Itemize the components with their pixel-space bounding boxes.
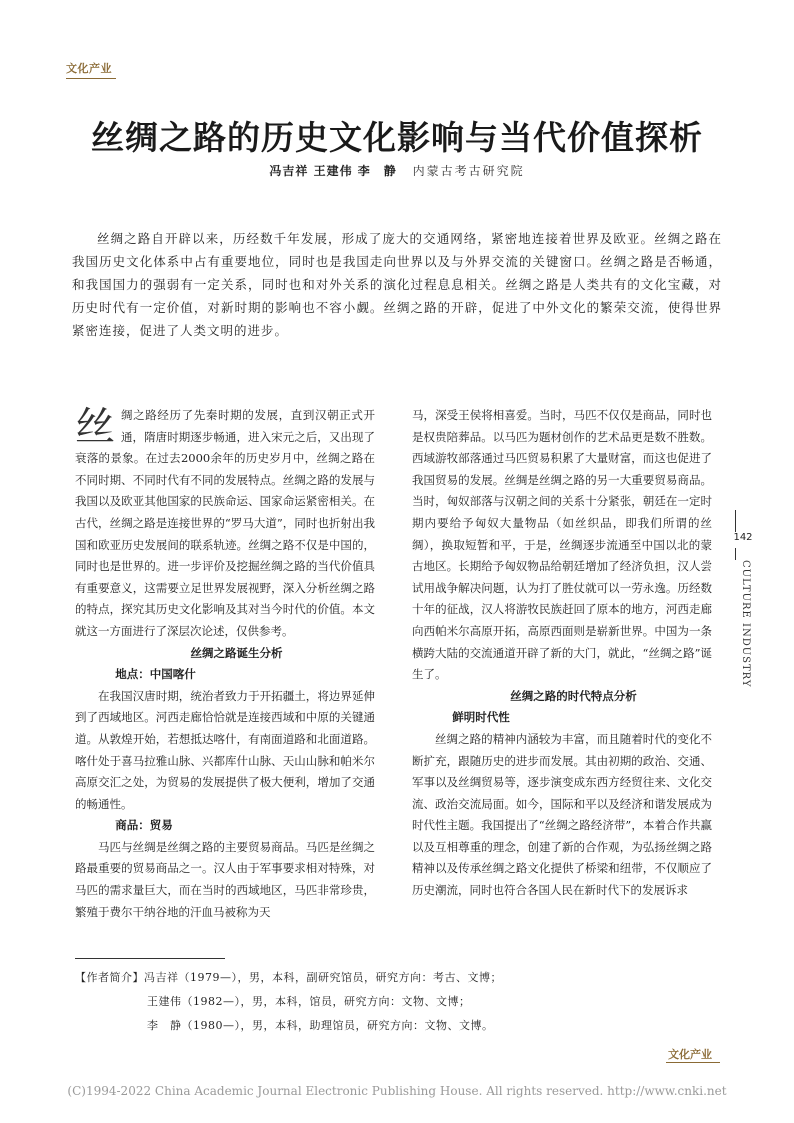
subheading-era: 鲜明时代性 <box>452 710 510 725</box>
article-title: 丝绸之路的历史文化影响与当代价值探析 <box>91 118 703 157</box>
subheading-location: 地点：中国喀什 <box>115 667 196 682</box>
journal-section-label: 文化产业 <box>66 62 112 75</box>
body-column-left <box>75 405 375 923</box>
author-institution: 内蒙古考古研究院 <box>412 164 525 178</box>
footnote-author-2: 王建伟（1982—），男，本科，馆员，研究方向：文物、文博； <box>147 995 471 1008</box>
intro-paragraph <box>75 405 375 643</box>
footnote-label: 【作者简介】 <box>75 971 144 984</box>
page-number: 142 <box>733 532 753 543</box>
author-footnote <box>75 966 725 1038</box>
abstract: 丝绸之路自开辟以来，历经数千年发展，形成了庞大的交通网络，紧密地连接着世界及欧亚。丝绸之路在我国历史文化体系中占有重要地位，同时也是我国走向世界以及与外界交流的关键窗口。丝绸之路是否畅通，和我国国力的强弱有一定关系，同时也和对外关系的演化过程息息相关。丝绸之路是人类共有的文化宝藏，对历史时代有一定价值，对新时期的影响也不容小觑。丝绸之路的开辟，促进了中外文化的繁荣交流，使得世界紧密连接，促进了人类文明的进步。 <box>72 231 722 338</box>
author-line <box>0 162 794 179</box>
paragraph-location: 在我国汉唐时期，统治者致力于开拓疆土，将边界延伸到了西域地区。河西走廊恰恰就是连接西域和中原的关键通道。从敦煌开始，若想抵达喀什，有南面道路和北面道路。喀什处于喜马拉雅山脉、兴都库什山脉、天山山脉和帕米尔高原交汇之处，为贸易的发展提供了极大便利，增加了交通的畅通性。 <box>75 688 375 811</box>
side-rule-bottom <box>735 548 736 560</box>
section-heading-features: 丝绸之路的时代特点分析 <box>510 688 637 703</box>
drop-cap: 丝 <box>75 404 115 450</box>
author-names: 冯吉祥 王建伟 李 静 <box>269 164 397 178</box>
footnote-author-1: 冯吉祥（1979—），男，本科，副研究馆员，研究方向：考古、文博； <box>144 971 502 984</box>
footer-divider <box>666 1062 720 1063</box>
side-rule-top <box>735 510 736 532</box>
footer-section-label: 文化产业 <box>668 1048 712 1061</box>
footnote-author-3: 李 静（1980—），男，本科，助理馆员，研究方向：文物、文博。 <box>147 1019 494 1032</box>
footnote-divider <box>75 958 225 959</box>
body-column-right <box>412 405 712 902</box>
copyright-notice: (C)1994-2022 China Academic Journal Electronic Publishing House. All rights reserved. http://www.cnki.net <box>67 1084 727 1098</box>
header-divider <box>66 78 116 79</box>
side-running-title: CULTURE INDUSTRY <box>740 560 751 688</box>
section-heading-origin: 丝绸之路诞生分析 <box>190 645 283 660</box>
paragraph-era: 丝绸之路的精神内涵较为丰富，而且随着时代的变化不断扩充，跟随历史的进步而发展。其由初期的政治、交通、军事以及丝绸贸易等，逐步演变成东西方经贸往来、文化交流、政治交流局面。如今，国际和平以及经济和谐发展成为时代性主题。我国提出了“丝绸之路经济带”，本着合作共赢以及互相尊重的理念，创建了新的合作观，为弘扬丝绸之路精神以及传承丝绸之路文化提供了桥梁和纽带，不仅顺应了历史潮流，同时也符合各国人民在新时代下的发展诉求 <box>412 731 712 898</box>
paragraph-goods: 马匹与丝绸是丝绸之路的主要贸易商品。马匹是丝绸之路最重要的贸易商品之一。汉人由于军事要求相对特殊，对马匹的需求量巨大，而在当时的西域地区，马匹非常珍贵，繁殖于费尔干纳谷地的汗血马被称为天 <box>75 839 375 919</box>
intro-text: 绸之路经历了先秦时期的发展，直到汉朝正式开通，隋唐时期逐步畅通，进入宋元之后，又出现了衰落的景象。在过去2000余年的历史岁月中，丝绸之路在不同时期、不同时代有不同的发展特点。丝绸之路的发展与我国以及欧亚其他国家的民族命运、国家命运紧密相关。在古代，丝绸之路是连接世界的“罗马大道”，同时也折射出我国和欧亚历史发展间的联系轨迹。丝绸之路不仅是中国的，同时也是世界的。进一步评价及挖掘丝绸之路的当代价值具有重要意义，这需要立足世界发展视野，深入分析丝绸之路的特点，探究其历史文化影响及其对当今时代的价值。本文就这一方面进行了深层次论述，仅供参考。 <box>75 408 375 638</box>
subheading-goods: 商品：贸易 <box>115 818 173 833</box>
paragraph-goods-continued: 马，深受王侯将相喜爱。当时，马匹不仅仅是商品，同时也是权贵陪葬品。以马匹为题材创作的艺术品更是数不胜数。西域游牧部落通过马匹贸易积累了大量财富，而这也促进了我国贸易的发展。丝绸是丝绸之路的另一大重要贸易商品。当时，匈奴部落与汉朝之间的关系十分紧张，朝廷在一定时期内要给予匈奴大量物品（如丝织品，即我们所谓的丝绸），换取短暂和平，于是，丝绸逐步流通至中国以北的蒙古地区。长期给予匈奴物品给朝廷增加了经济负担，汉人尝试用战争解决问题，认为打了胜仗就可以一劳永逸。历经数十年的征战，汉人将游牧民族赶回了原本的地方，河西走廊向西帕米尔高原开拓，高原西面则是崭新世界。中国为一条横跨大陆的交流通道开辟了新的大门，就此，“丝绸之路”诞生了。 <box>412 408 712 682</box>
footnote-row-1 <box>75 966 725 990</box>
